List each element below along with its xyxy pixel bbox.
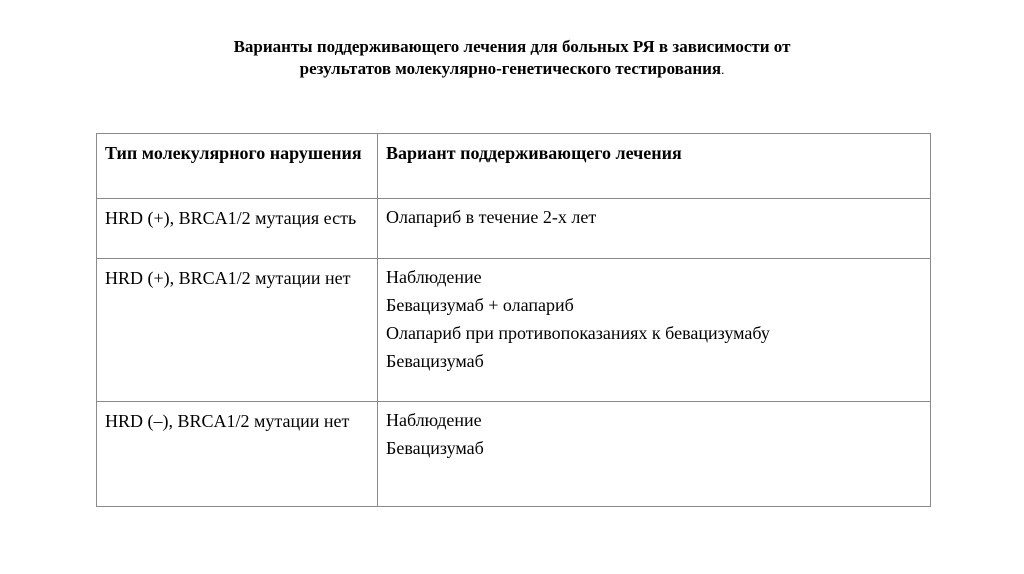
- title-line-1: Варианты поддерживающего лечения для больных РЯ в зависимости от: [233, 37, 791, 56]
- cell-treatment-options: [378, 259, 931, 402]
- cell-treatment-options: [378, 402, 931, 507]
- header-disorder-type: Тип молекулярного нарушения: [97, 134, 378, 199]
- treatment-option: Наблюдение: [386, 410, 482, 430]
- treatment-table: [96, 133, 931, 507]
- treatment-option: Наблюдение: [386, 267, 482, 287]
- title-line-2-suffix: .: [721, 62, 725, 77]
- title-line-2: [0, 58, 1024, 81]
- treatment-option: Бевацизумаб: [386, 438, 484, 458]
- title-line-2-text: результатов молекулярно-генетического тестирования: [299, 59, 722, 78]
- treatment-option: Олапариб при противопоказаниях к бевацизумабу: [386, 323, 770, 343]
- table-row: [97, 402, 931, 507]
- cell-treatment-options: [378, 199, 931, 259]
- treatment-option: Бевацизумаб: [386, 351, 484, 371]
- cell-disorder-type: HRD (+), BRCA1/2 мутации нет: [97, 259, 378, 402]
- treatment-option: Бевацизумаб + олапариб: [386, 295, 574, 315]
- table-header-row: [97, 134, 931, 199]
- header-treatment-option: Вариант поддерживающего лечения: [378, 134, 931, 199]
- page-title: [0, 36, 1024, 81]
- cell-disorder-type: HRD (–), BRCA1/2 мутации нет: [97, 402, 378, 507]
- cell-disorder-type: HRD (+), BRCA1/2 мутация есть: [97, 199, 378, 259]
- treatment-option: Олапариб в течение 2-х лет: [386, 207, 597, 227]
- table-row: [97, 199, 931, 259]
- table-row: [97, 259, 931, 402]
